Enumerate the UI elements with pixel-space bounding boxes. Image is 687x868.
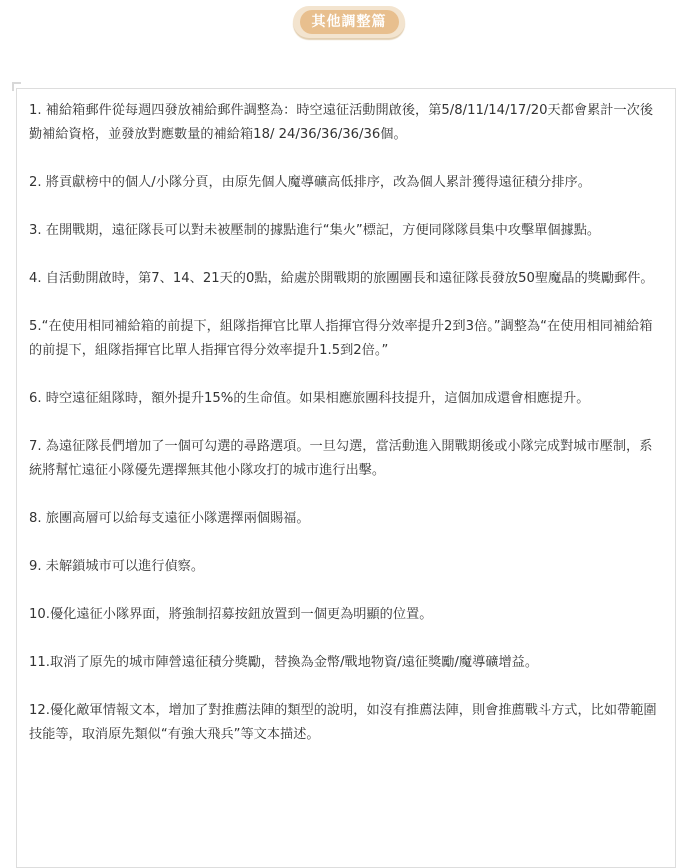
list-item: 3. 在開戰期，遠征隊長可以對未被壓制的據點進行“集火”標記，方便同隊隊員集中攻擊單個據點。 <box>29 223 601 238</box>
list-item: 2. 將貢獻榜中的個人/小隊分頁，由原先個人魔導礦高低排序，改為個人累計獲得遠征積分排序。 <box>29 175 591 190</box>
list-item: 12.優化敵軍情報文本，增加了對推薦法陣的類型的說明，如沒有推薦法陣，則會推薦戰斗方式，比如帶範圍技能等，取消原先類似“有強大飛兵”等文本描述。 <box>29 703 657 742</box>
section-title: 其他調整篇 <box>300 10 399 34</box>
list-item: 7. 為遠征隊長們增加了一個可勾選的尋路選項。一旦勾選，當活動進入開戰期後或小隊完成對城市壓制，系統將幫忙遠征小隊優先選擇無其他小隊攻打的城市進行出擊。 <box>29 439 653 478</box>
adjustment-list <box>16 88 676 868</box>
list-item: 8. 旅團高層可以給每支遠征小隊選擇兩個賜福。 <box>29 511 310 526</box>
list-item: 10.優化遠征小隊界面，將強制招募按鈕放置到一個更為明顯的位置。 <box>29 607 433 622</box>
list-item: 11.取消了原先的城市陣營遠征積分獎勵，替換為金幣/戰地物資/遠征獎勵/魔導礦增益。 <box>29 655 539 670</box>
list-item: 1. 補給箱郵件從每週四發放補給郵件調整為：時空遠征活動開啟後，第5/8/11/14/17/20天都會累計一次後勤補給資格，並發放對應數量的補給箱18/ 24/36/36/36/36個。 <box>29 103 654 142</box>
section-header-badge <box>293 6 405 38</box>
list-item: 6. 時空遠征組隊時，額外提升15%的生命值。如果相應旅團科技提升，這個加成還會相應提升。 <box>29 391 590 406</box>
list-item: 5.“在使用相同補給箱的前提下，組隊指揮官比單人指揮官得分效率提升2到3倍。”調整為“在使用相同補給箱的前提下，組隊指揮官比單人指揮官得分效率提升1.5到2倍。” <box>29 319 653 358</box>
list-item: 9. 未解鎖城市可以進行偵察。 <box>29 559 205 574</box>
list-item: 4. 自活動開啟時，第7、14、21天的0點，給處於開戰期的旅團團長和遠征隊長發放50聖魔晶的獎勵郵件。 <box>29 271 654 286</box>
